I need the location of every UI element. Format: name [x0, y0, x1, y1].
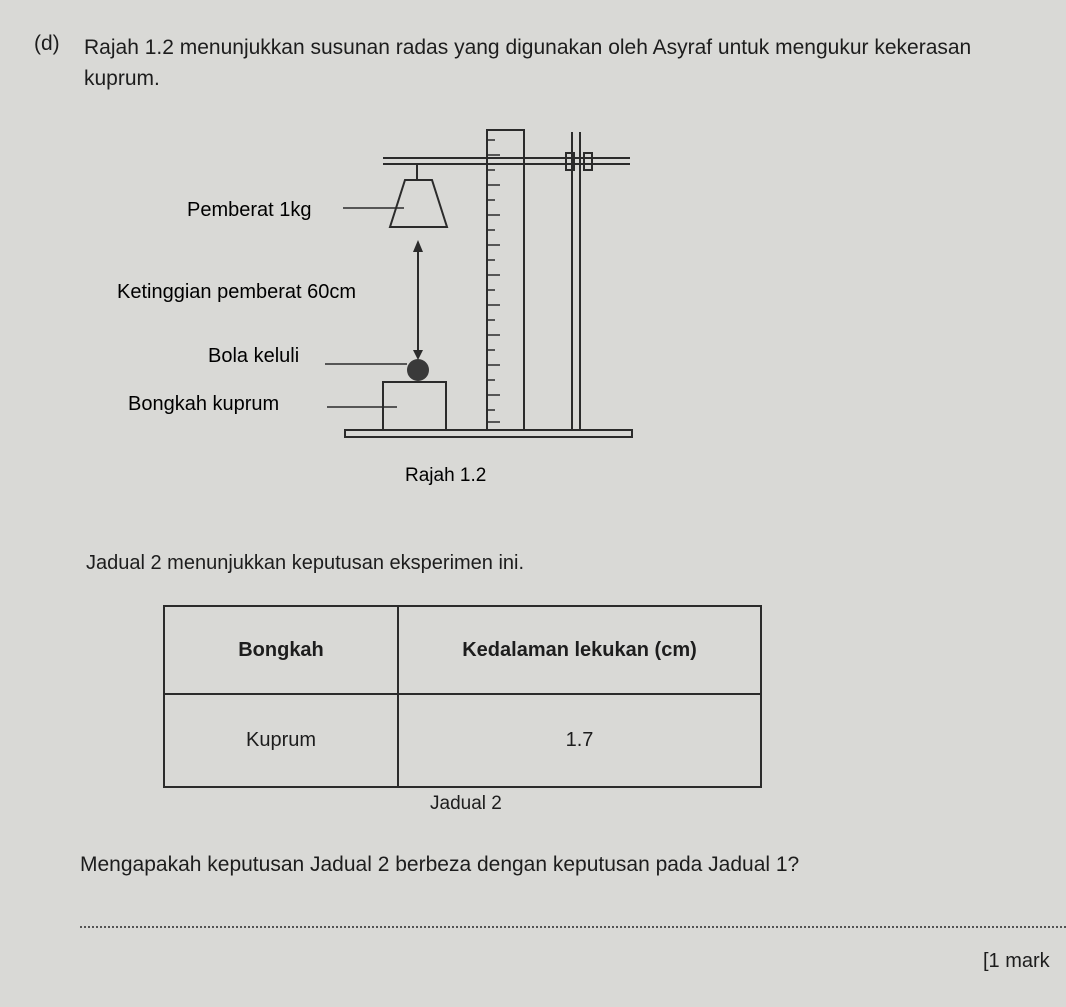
copper-block: [383, 382, 446, 430]
ball-label: Bola keluli: [208, 345, 300, 367]
table-row: [164, 694, 761, 787]
question-text: Rajah 1.2 menunjukkan susunan radas yang digunakan oleh Asyraf untuk mengukur kekerasan kuprum.: [84, 36, 972, 90]
question-label: (d): [34, 32, 60, 55]
base-plate: [345, 430, 632, 437]
figure-caption: Rajah 1.2: [405, 465, 487, 486]
followup-question: Mengapakah keputusan Jadual 2 berbeza dengan keputusan pada Jadual 1?: [80, 853, 800, 876]
weight-label: Pemberat 1kg: [187, 199, 312, 221]
height-label: Ketinggian pemberat 60cm: [117, 281, 357, 303]
block-label: Bongkah kuprum: [128, 393, 280, 415]
table-cell-depth: 1.7: [398, 694, 761, 787]
answer-line[interactable]: [80, 926, 1066, 928]
table-header-depth: Kedalaman lekukan (cm): [398, 606, 761, 694]
steel-ball: [407, 359, 429, 381]
weight-1kg: [390, 180, 447, 227]
table-intro: Jadual 2 menunjukkan keputusan eksperimen ini.: [86, 552, 525, 574]
ruler: [487, 130, 524, 430]
results-table: [163, 605, 762, 788]
marks-label: [1 mark: [983, 950, 1050, 972]
table-header-block: Bongkah: [164, 606, 398, 694]
table-cell-block: Kuprum: [164, 694, 398, 787]
table-caption: Jadual 2: [430, 793, 502, 814]
